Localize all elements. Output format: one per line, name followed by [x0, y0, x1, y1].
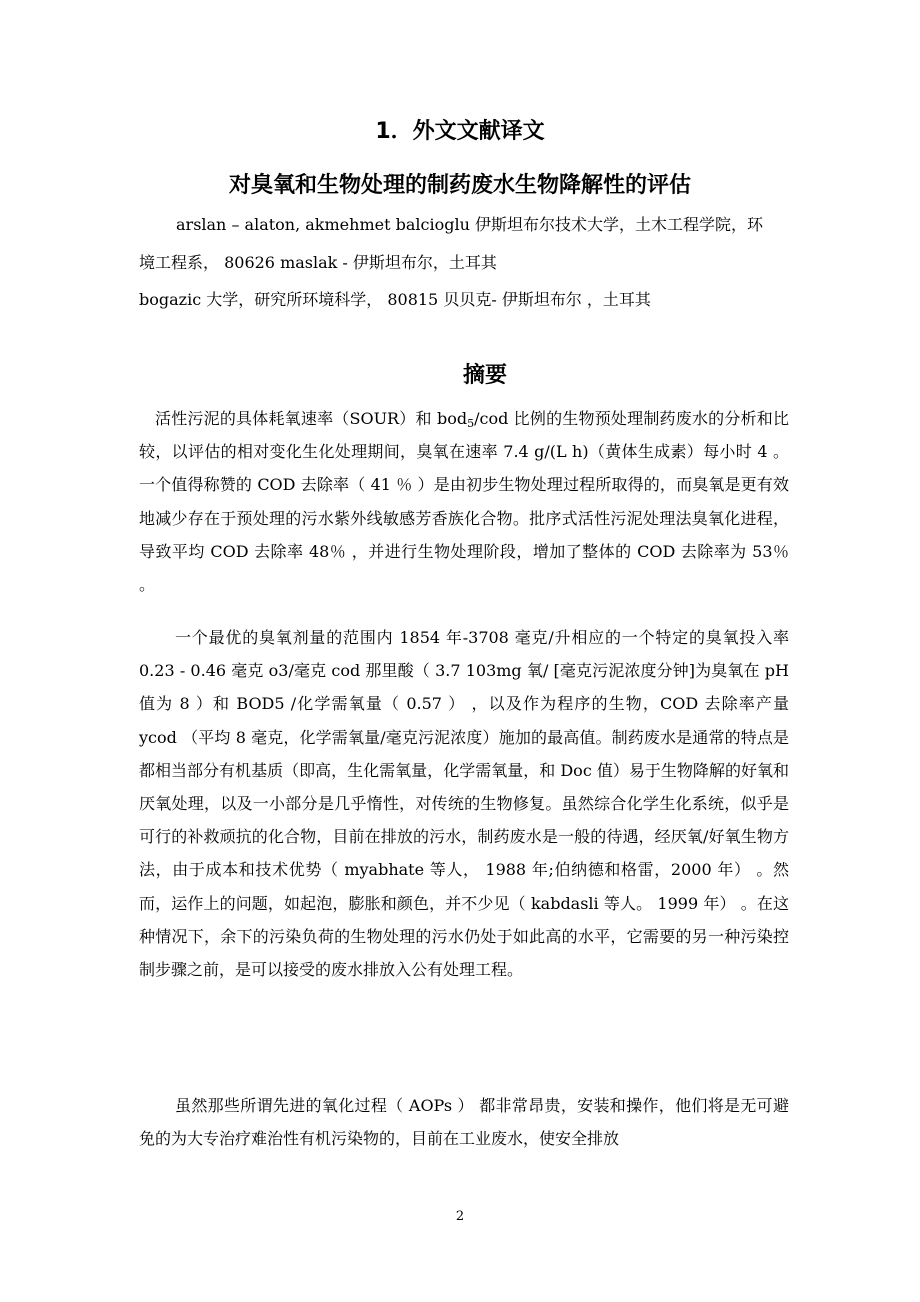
paper-title: 对臭氧和生物处理的制药废水生物降解性的评估: [228, 173, 691, 198]
abstract-paragraph-2: [139, 621, 789, 986]
abstract-title: 摘要: [462, 363, 507, 388]
abstract-p1-subscript: 5: [467, 417, 475, 430]
page-number: 2: [455, 1209, 465, 1224]
abstract-p3-text: 虽然那些所谓先进的氧化过程（ AOPs ） 都非常昂贵，安装和操作，他们将是无可避免的为大专治疗难治性有机污染物的，目前在工业废水，使安全排放: [139, 1096, 789, 1149]
author-line-3: bogazic 大学，研究所环境科学， 80815 贝贝克- 伊斯坦布尔 ，土耳其: [139, 290, 651, 309]
abstract-p1-text-a: 活性污泥的具体耗氧速率（SOUR）和 bod: [155, 409, 468, 428]
abstract-p2-text: 一个最优的臭氧剂量的范围内 1854 年-3708 毫克/升相应的一个特定的臭氧投入率 0.23 - 0.46 毫克 o3/毫克 cod 那里酸（ 3.7 103mg 氧/ [毫克污泥浓度分钟]为臭氧在 pH 值为 8 ）和 BOD5 /化学需氧量（ 0.57 ） ，以及作为程序的生物，COD 去除率产量 ycod （平均 8 毫克，化学需氧量/毫克污泥浓度）施加的最高值。制药废水是通常的特点是都相当部分有机基质（即高，生化需氧量，化学需氧量，和 Doc 值）易于生物降解的好氧和厌氧处理，以及一小部分是几乎惰性，对传统的生物修复。虽然综合化学生化系统，似乎是可行的补救顽抗的化合物，目前在排放的污水，制药废水是一般的待遇，经厌氧/好氧生物方法，由于成本和技术优势（ myabhate 等人， 1988 年;伯纳德和格雷，2000 年） 。然而，运作上的问题，如起泡，膨胀和颜色，并不少见（ kabdasli 等人。 1999 年） 。在这种情况下，余下的污染负荷的生物处理的污水仍处于如此高的水平，它需要的另一种污染控制步骤之前，是可以接受的废水排放入公有处理工程。: [139, 628, 789, 980]
abstract-paragraph-1: [139, 402, 789, 601]
abstract-paragraph-3: [139, 1089, 789, 1155]
abstract-p1-text-b: /cod 比例的生物预处理制药废水的分析和比较，以评估的相对变化生化处理期间，臭氧在速率 7.4 g/(L h)（黄体生成素）每小时 4 。一个值得称赞的 COD 去除率（ 41 ％ ）是由初步生物处理过程所取得的，而臭氧是更有效地减少存在于预处理的污水紫外线敏感芳香族化合物。批序式活性污泥处理法臭氧化进程，导致平均 COD 去除率 48％ ，并进行生物处理阶段，增加了整体的 COD 去除率为 53％ 。: [139, 409, 789, 595]
author-line-1: arslan – alaton, akmehmet balcioglu 伊斯坦布尔技术大学，土木工程学院，环: [176, 215, 763, 234]
author-line-2: 境工程系， 80626 maslak - 伊斯坦布尔，土耳其: [139, 253, 497, 272]
section-heading: 1．外文文献译文: [375, 119, 545, 144]
